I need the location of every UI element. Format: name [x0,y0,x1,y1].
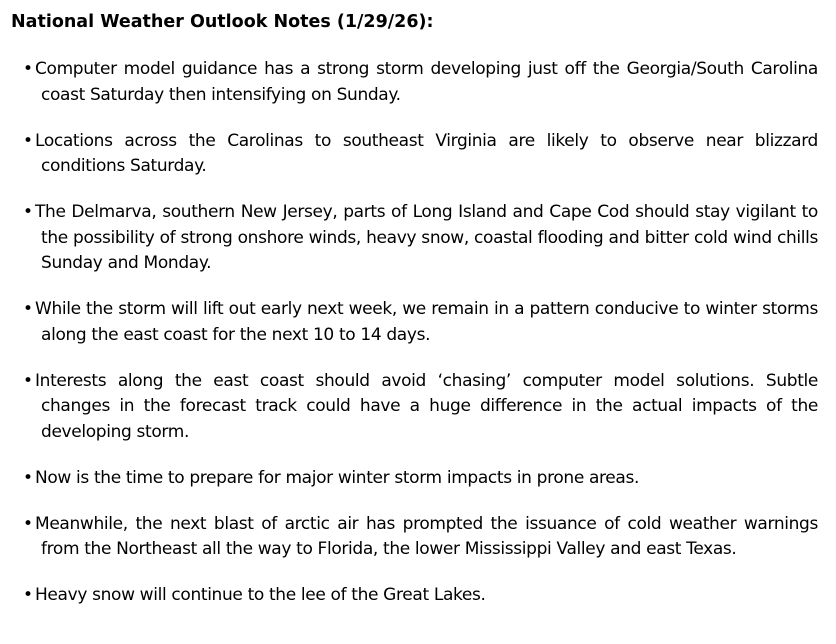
note-item [11,57,818,108]
note-item [11,369,818,446]
bullet-icon: • [23,370,34,391]
bullet-icon: • [23,130,34,151]
document-title: National Weather Outlook Notes (1/29/26): [11,12,434,32]
bullet-icon: • [23,467,34,488]
notes-list [11,57,818,609]
note-item [11,583,818,609]
note-text: Computer model guidance has a strong storm developing just off the Georgia/South Carolina coast Saturday then intensifying on Sunday. [35,59,818,105]
note-text: Interests along the east coast should avoid ‘chasing’ computer model solutions. Subtle changes in the forecast track could have a huge difference in the actual impacts of the developing storm. [35,370,818,442]
note-text: Heavy snow will continue to the lee of the Great Lakes. [35,585,486,605]
note-item [11,466,818,492]
note-item [11,129,818,180]
bullet-icon: • [23,585,34,605]
note-text: Meanwhile, the next blast of arctic air has prompted the issuance of cold weather warnings from the Northeast all the way to Florida, the lower Mississippi Valley and east Texas. [35,513,818,559]
note-text: Locations across the Carolinas to southeast Virginia are likely to observe near blizzard conditions Saturday. [35,130,818,176]
note-item [11,200,818,277]
note-text: Now is the time to prepare for major winter storm impacts in prone areas. [35,467,640,488]
bullet-icon: • [23,299,34,319]
note-text: The Delmarva, southern New Jersey, parts of Long Island and Cape Cod should stay vigilant to the possibility of strong onshore winds, heavy snow, coastal flooding and bitter cold wind chills Sunday and Monday. [35,202,818,273]
bullet-icon: • [23,513,34,534]
note-item [11,512,818,563]
bullet-icon: • [23,59,34,79]
bullet-icon: • [23,202,34,222]
note-text: While the storm will lift out early next week, we remain in a pattern conducive to winter storms along the east coast for the next 10 to 14 days. [35,299,818,345]
note-item [11,297,818,348]
